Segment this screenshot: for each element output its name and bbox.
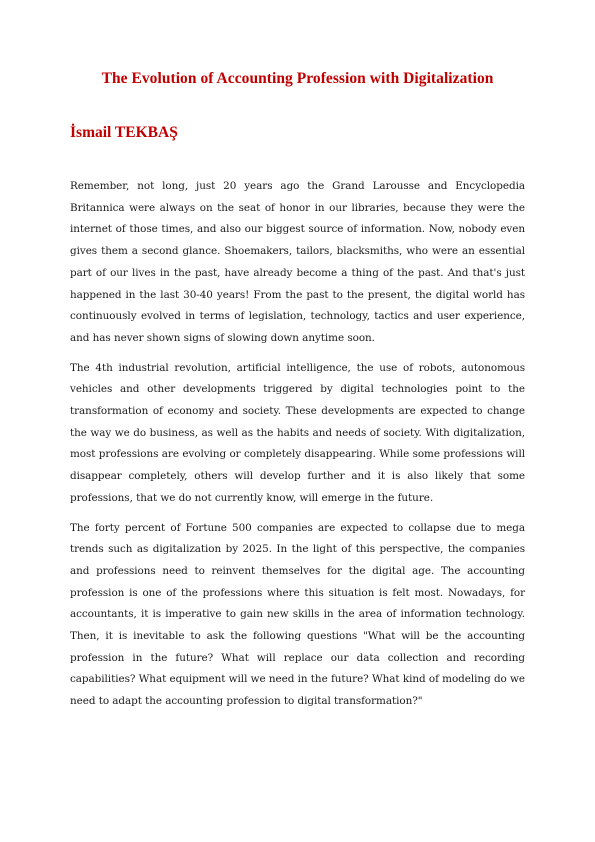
paragraph-1: Remember, not long, just 20 years ago the Grand Larousse and Encyclopedia Britannica were always on the seat of honor in our libraries, because they were the internet of those times, and also our biggest source of information. Now, nobody even gives them a second glance. Shoemakers, tailors, blacksmiths, who were an essential part of our lives in the past, have already become a thing of the past. And that's just happened in the last 30-40 years! From the past to the present, the digital world has continuously evolved in terms of legislation, technology, tactics and user experience, and has never shown signs of slowing down anytime soon. <box>70 180 525 344</box>
paragraph-3: The forty percent of Fortune 500 companies are expected to collapse due to mega trends such as digitalization by 2025. In the light of this perspective, the companies and professions need to reinvent themselves for the digital age. The accounting profession is one of the professions where this situation is felt most. Nowadays, for accountants, it is imperative to gain new skills in the area of information technology. Then, it is inevitable to ask the following questions "What will be the accounting profession in the future? What will replace our data collection and recording capabilities? What equipment will we need in the future? What kind of modeling do we need to adapt the accounting profession to digital transformation?" <box>70 521 525 708</box>
author-name: İsmail TEKBAŞ <box>70 124 178 141</box>
paragraph-2: The 4th industrial revolution, artificial intelligence, the use of robots, autonomous vehicles and other developments triggered by digital technologies point to the transformation of economy and society. These developments are expected to change the way we do business, as well as the habits and needs of society. With digitalization, most professions are evolving or completely disappearing. While some professions will disappear completely, others will develop further and it is also likely that some professions, that we do not currently know, will emerge in the future. <box>70 361 525 504</box>
document-title: The Evolution of Accounting Profession with Digitalization <box>101 70 494 87</box>
document-body <box>70 176 525 721</box>
